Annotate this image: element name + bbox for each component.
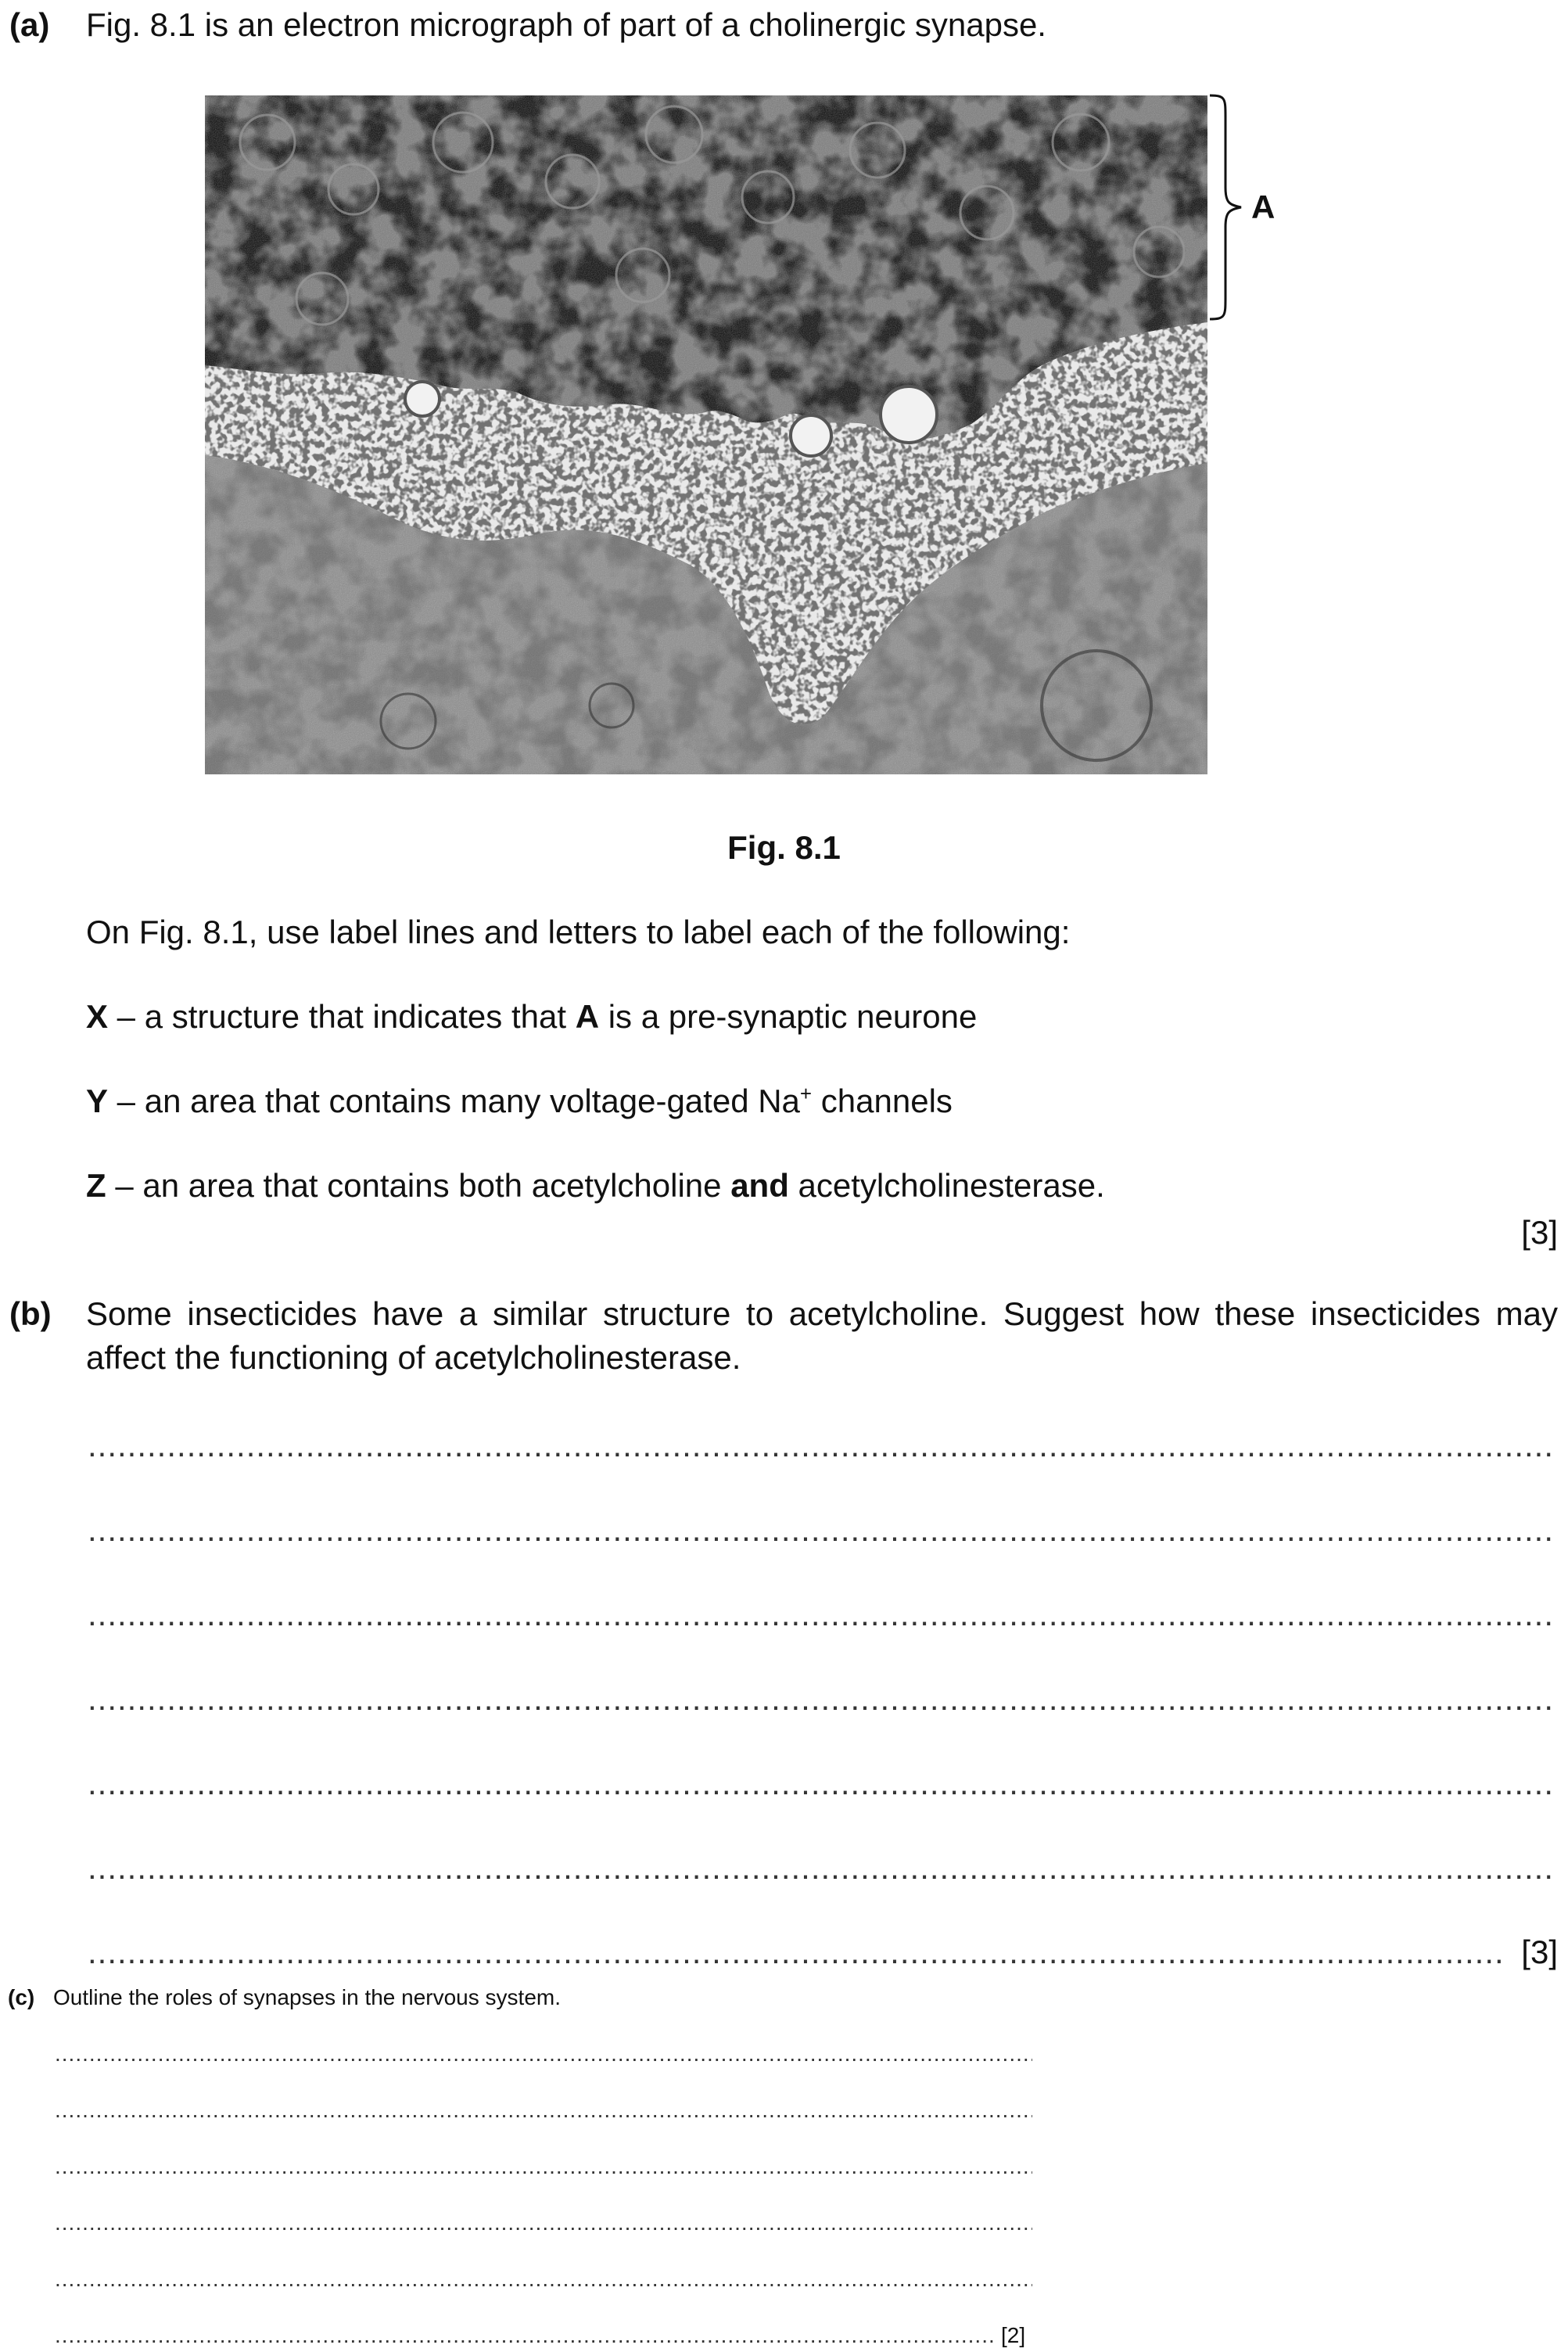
part-a-intro: Fig. 8.1 is an electron micrograph of part of a cholinergic synapse. bbox=[86, 6, 1046, 43]
part-a-marks: [3] bbox=[1521, 1214, 1558, 1251]
item-x-bold: A bbox=[575, 998, 600, 1035]
item-y-text-pre: – an area that contains many voltage-gated Na bbox=[108, 1083, 800, 1119]
part-c-marks: [2] bbox=[1001, 2323, 1026, 2347]
answer-line[interactable] bbox=[55, 2321, 993, 2350]
answer-line[interactable] bbox=[55, 2265, 1032, 2293]
answer-line[interactable] bbox=[88, 1424, 1556, 1467]
item-z-text-pre: – an area that contains both acetylcholine bbox=[106, 1167, 731, 1204]
answer-line[interactable] bbox=[88, 1846, 1556, 1890]
item-x-text-pre: – a structure that indicates that bbox=[108, 998, 576, 1035]
item-y bbox=[86, 1079, 1556, 1123]
answer-line[interactable] bbox=[88, 1677, 1556, 1721]
instruction-text: On Fig. 8.1, use label lines and letters to label each of the following: bbox=[86, 914, 1071, 950]
answer-line[interactable] bbox=[88, 1761, 1556, 1805]
item-y-superscript: + bbox=[799, 1082, 813, 1105]
answer-line[interactable] bbox=[88, 1593, 1556, 1636]
item-z bbox=[86, 1164, 1556, 1208]
answer-line[interactable] bbox=[55, 2209, 1032, 2237]
part-b-label: (b) bbox=[9, 1295, 52, 1332]
label-a: A bbox=[1251, 189, 1276, 225]
item-z-letter: Z bbox=[86, 1167, 106, 1204]
item-x-letter: X bbox=[86, 998, 109, 1035]
answer-line[interactable] bbox=[88, 1508, 1556, 1552]
item-z-bold: and bbox=[730, 1167, 789, 1204]
electron-micrograph bbox=[205, 95, 1207, 774]
part-a-label: (a) bbox=[9, 6, 50, 43]
answer-line[interactable] bbox=[55, 2096, 1032, 2124]
part-c-question: Outline the roles of synapses in the nervous system. bbox=[53, 1985, 561, 2009]
item-x bbox=[86, 995, 1556, 1039]
answer-line[interactable] bbox=[55, 2040, 1032, 2068]
item-y-letter: Y bbox=[86, 1083, 109, 1119]
part-c-label: (c) bbox=[8, 1985, 35, 2009]
answer-line[interactable] bbox=[88, 1930, 1503, 1974]
item-z-text-post: acetylcholinesterase. bbox=[788, 1167, 1105, 1204]
brace-icon bbox=[1208, 94, 1255, 321]
part-b-question: Some insecticides have a similar structure to acetylcholine. Suggest how these insecticides may affect the functioning of acetylcholinesterase. bbox=[86, 1295, 1558, 1376]
figure-caption: Fig. 8.1 bbox=[727, 829, 841, 866]
item-y-text-post: channels bbox=[812, 1083, 953, 1119]
item-x-text-post: is a pre-synaptic neurone bbox=[599, 998, 978, 1035]
answer-line[interactable] bbox=[55, 2153, 1032, 2181]
part-b-marks: [3] bbox=[1521, 1934, 1558, 1970]
